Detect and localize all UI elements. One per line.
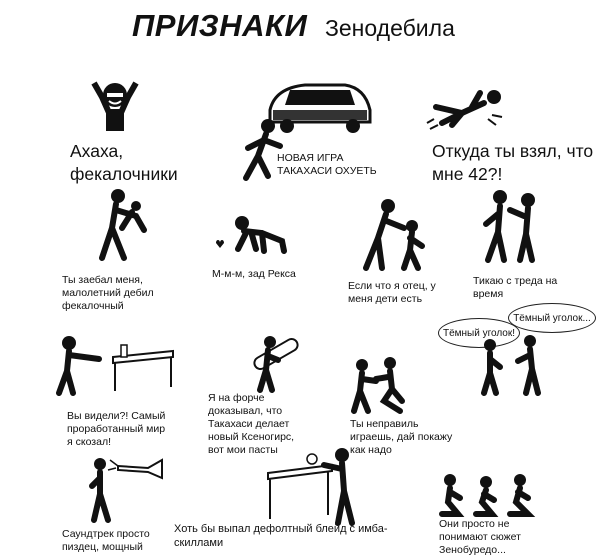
- caption-teach: Ты неправиль играешь, дай покажу как надо: [350, 418, 453, 456]
- carrying-figure-icon: [92, 188, 152, 263]
- caption-car: НОВАЯ ИГРА ТАКАХАСИ ОХУЕТЬ: [277, 152, 377, 177]
- caption-flee: Тикаю с треда на время: [473, 275, 558, 300]
- caption-fall: Откуда ты взял, что мне 42?!: [432, 141, 594, 184]
- caption-kneel: Они просто не понимают сюжет Зенобуредо...: [439, 518, 521, 556]
- trumpet-figure-icon: [88, 450, 168, 522]
- table-figure-icon: [262, 445, 360, 525]
- caption-laughing: Ахаха, фекалочники: [70, 141, 178, 184]
- teaching-figures-icon: [348, 355, 408, 413]
- caption-point: Вы видели?! Самый проработанный мир я скозал!: [67, 410, 166, 448]
- fleeing-figures-icon: [478, 188, 543, 263]
- caption-trumpet: Саундтрек просто пиздец, мощный: [62, 528, 150, 553]
- falling-figure-icon: [422, 85, 507, 135]
- caption-father: Если что я отец, у меня дети есть: [348, 280, 436, 305]
- caption-table: Хоть бы выпал дефолтный блейд с имба- скиллами: [174, 523, 388, 549]
- page-subtitle: Зенодебила: [325, 15, 455, 41]
- crawling-figure-icon: [212, 213, 292, 253]
- father-figure-icon: [352, 198, 432, 270]
- corner-figures-icon: [476, 335, 546, 395]
- laughing-figure-icon: [80, 75, 150, 135]
- page-title: ПРИЗНАКИ: [132, 8, 308, 43]
- bubble-right: Тёмный уголок...: [508, 303, 596, 333]
- kneeling-figures-icon: [436, 472, 536, 517]
- caption-carry: Ты заебал меня, малолетний дебил фекалочный: [62, 274, 154, 312]
- caption-tube: Я на форче доказывал, что Такахаси делает новый Ксеногирс, вот мои пасты: [208, 392, 295, 456]
- pointing-figure-icon: [55, 335, 180, 395]
- bubble-left: Тёмный уголок!: [438, 318, 520, 348]
- tube-figure-icon: [248, 330, 303, 392]
- caption-crawl: М-м-м, зад Рекса: [212, 268, 296, 280]
